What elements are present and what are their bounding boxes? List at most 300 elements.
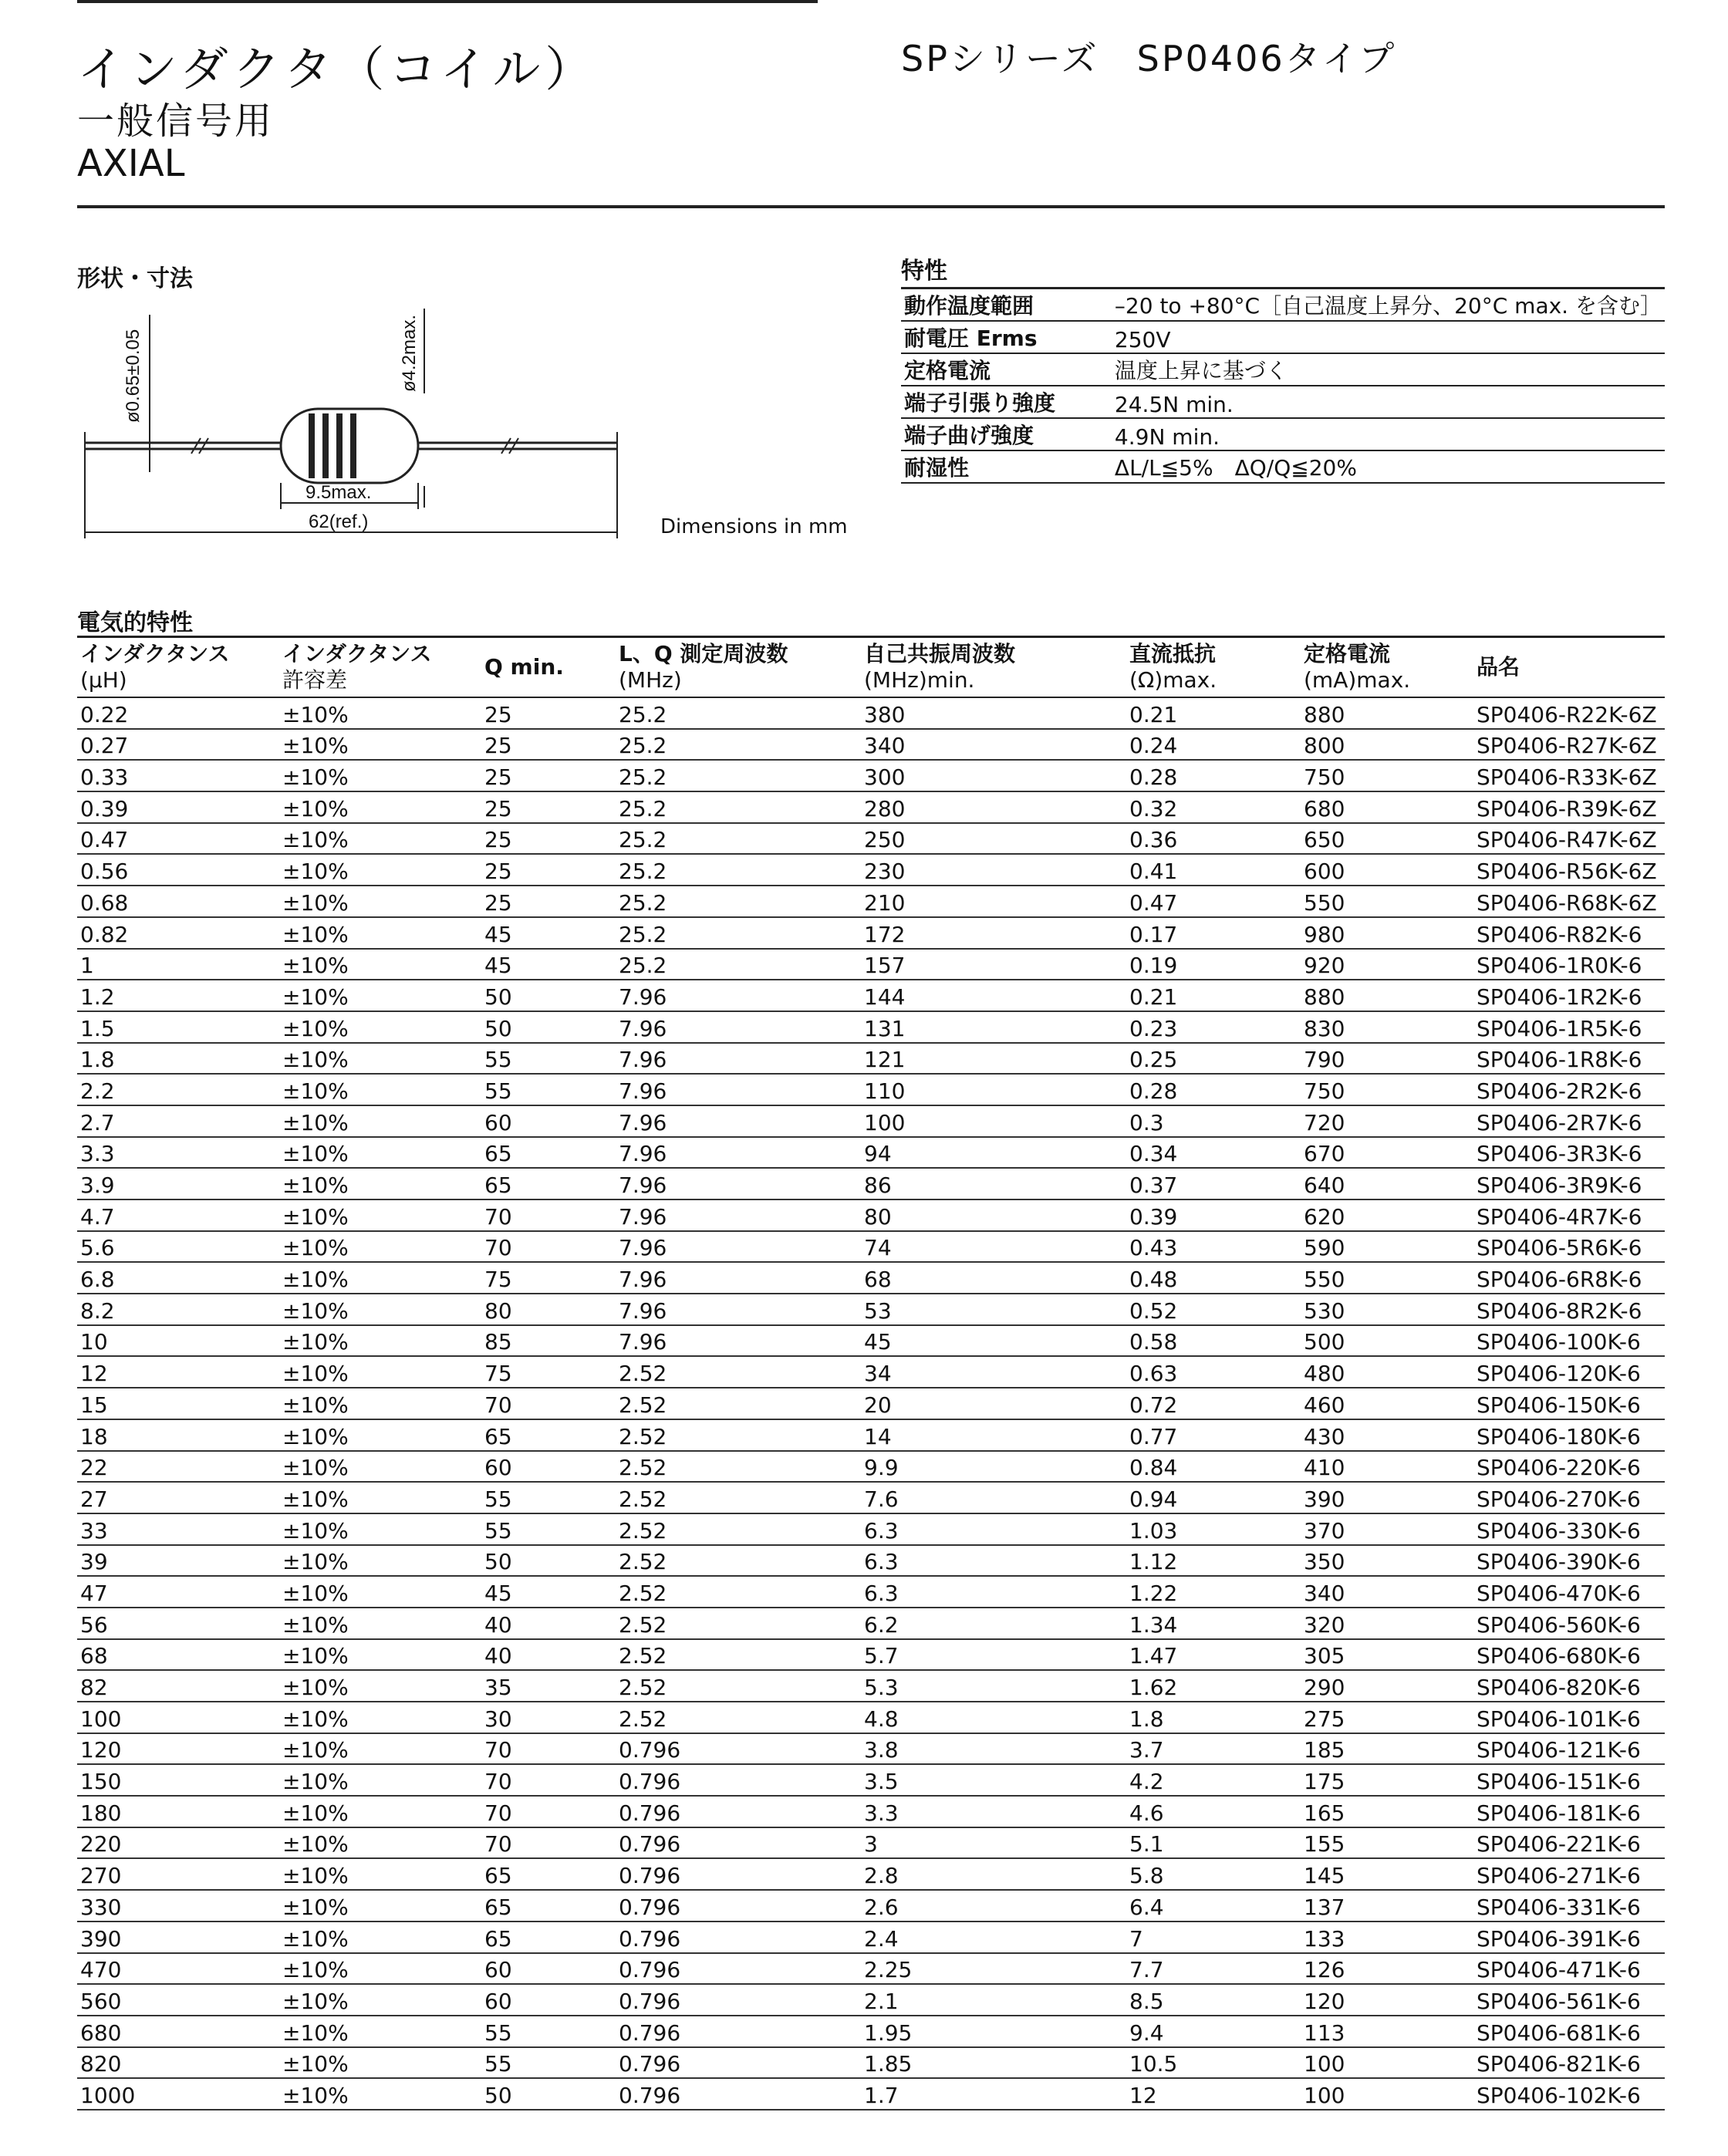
column-header-label: インダクタンス bbox=[80, 641, 230, 666]
column-header-label: インダクタンス bbox=[282, 641, 432, 666]
table-cell: ±10% bbox=[279, 729, 481, 761]
table-cell: 0.84 bbox=[1126, 1451, 1301, 1483]
table-row bbox=[77, 1043, 1665, 1075]
table-cell: 25 bbox=[481, 854, 616, 886]
table-cell: 65 bbox=[481, 1168, 616, 1199]
table-cell: 0.796 bbox=[616, 1764, 861, 1796]
table-cell: SP0406-2R7K-6 bbox=[1473, 1105, 1665, 1137]
table-cell: 0.43 bbox=[1126, 1231, 1301, 1263]
table-cell: ±10% bbox=[279, 1984, 481, 2016]
table-cell: 25.2 bbox=[616, 791, 861, 823]
table-cell: 25 bbox=[481, 760, 616, 791]
table-row bbox=[77, 1639, 1665, 1671]
table-cell: 25 bbox=[481, 729, 616, 761]
column-header-label: Q min. bbox=[484, 654, 564, 680]
table-cell: 470 bbox=[77, 1953, 279, 1985]
table-cell: SP0406-R56K-6Z bbox=[1473, 854, 1665, 886]
table-row bbox=[77, 1451, 1665, 1483]
table-cell: 0.94 bbox=[1126, 1482, 1301, 1513]
table-cell: ±10% bbox=[279, 949, 481, 980]
table-cell: 6.3 bbox=[861, 1513, 1126, 1545]
table-cell: SP0406-680K-6 bbox=[1473, 1639, 1665, 1671]
table-cell: 620 bbox=[1301, 1199, 1473, 1231]
table-cell: 0.796 bbox=[616, 1890, 861, 1922]
table-cell: ±10% bbox=[279, 1043, 481, 1075]
table-cell: 680 bbox=[77, 2016, 279, 2047]
table-cell: 820 bbox=[77, 2047, 279, 2079]
table-cell: 0.19 bbox=[1126, 949, 1301, 980]
table-cell: SP0406-6R8K-6 bbox=[1473, 1262, 1665, 1294]
table-cell: 750 bbox=[1301, 1074, 1473, 1105]
table-cell: 126 bbox=[1301, 1953, 1473, 1985]
column-header bbox=[279, 637, 481, 698]
table-cell: SP0406-R68K-6Z bbox=[1473, 886, 1665, 917]
table-cell: 7.96 bbox=[616, 1105, 861, 1137]
column-header bbox=[616, 637, 861, 698]
table-cell: 1 bbox=[77, 949, 279, 980]
table-cell: 70 bbox=[481, 1199, 616, 1231]
table-cell: 121 bbox=[861, 1043, 1126, 1075]
table-cell: 45 bbox=[481, 1576, 616, 1608]
table-cell: 60 bbox=[481, 1984, 616, 2016]
table-cell: 2.52 bbox=[616, 1545, 861, 1577]
table-cell: 0.28 bbox=[1126, 1074, 1301, 1105]
table-row bbox=[77, 1702, 1665, 1733]
table-cell: 65 bbox=[481, 1137, 616, 1169]
characteristic-value: 温度上昇に基づく bbox=[1112, 353, 1665, 386]
table-cell: 0.32 bbox=[1126, 791, 1301, 823]
table-cell: 3.3 bbox=[861, 1796, 1126, 1827]
table-cell: 2.52 bbox=[616, 1513, 861, 1545]
table-cell: 0.82 bbox=[77, 917, 279, 949]
table-cell: 0.796 bbox=[616, 1733, 861, 1765]
table-cell: 10.5 bbox=[1126, 2047, 1301, 2079]
characteristic-label: 定格電流 bbox=[901, 353, 1112, 386]
table-cell: SP0406-150K-6 bbox=[1473, 1388, 1665, 1419]
table-cell: 82 bbox=[77, 1670, 279, 1702]
table-cell: 25.2 bbox=[616, 697, 861, 729]
table-cell: 530 bbox=[1301, 1294, 1473, 1325]
table-cell: 8.2 bbox=[77, 1294, 279, 1325]
characteristic-label: 端子曲げ強度 bbox=[901, 418, 1112, 450]
table-row bbox=[77, 1199, 1665, 1231]
table-cell: 185 bbox=[1301, 1733, 1473, 1765]
characteristic-label: 動作温度範囲 bbox=[901, 288, 1112, 322]
table-cell: 4.7 bbox=[77, 1199, 279, 1231]
table-cell: 20 bbox=[861, 1388, 1126, 1419]
table-cell: 0.47 bbox=[1126, 886, 1301, 917]
page-title: インダクタ（コイル） bbox=[77, 41, 598, 97]
table-cell: 0.37 bbox=[1126, 1168, 1301, 1199]
table-cell: 110 bbox=[861, 1074, 1126, 1105]
table-cell: 165 bbox=[1301, 1796, 1473, 1827]
table-cell: 4.2 bbox=[1126, 1764, 1301, 1796]
table-cell: 0.25 bbox=[1126, 1043, 1301, 1075]
table-row bbox=[77, 1294, 1665, 1325]
table-cell: 590 bbox=[1301, 1231, 1473, 1263]
table-cell: SP0406-331K-6 bbox=[1473, 1890, 1665, 1922]
table-cell: 5.6 bbox=[77, 1231, 279, 1263]
table-cell: 68 bbox=[861, 1262, 1126, 1294]
table-cell: SP0406-R33K-6Z bbox=[1473, 760, 1665, 791]
total-length-label: 62(ref.) bbox=[309, 511, 369, 532]
table-cell: 180 bbox=[77, 1796, 279, 1827]
table-cell: SP0406-R82K-6 bbox=[1473, 917, 1665, 949]
table-cell: 55 bbox=[481, 2047, 616, 2079]
table-row bbox=[77, 1858, 1665, 1890]
table-cell: 0.41 bbox=[1126, 854, 1301, 886]
table-cell: SP0406-8R2K-6 bbox=[1473, 1294, 1665, 1325]
table-cell: ±10% bbox=[279, 1011, 481, 1043]
table-cell: 0.796 bbox=[616, 1953, 861, 1985]
table-cell: 0.33 bbox=[77, 760, 279, 791]
table-cell: SP0406-820K-6 bbox=[1473, 1670, 1665, 1702]
table-cell: SP0406-R47K-6Z bbox=[1473, 823, 1665, 855]
table-cell: ±10% bbox=[279, 1608, 481, 1639]
table-cell: 100 bbox=[1301, 2078, 1473, 2110]
series-title: SPシリーズ SP0406タイプ bbox=[901, 38, 1397, 79]
column-header-label: 品名 bbox=[1477, 654, 1520, 680]
table-cell: 0.796 bbox=[616, 2016, 861, 2047]
table-row bbox=[77, 760, 1665, 791]
table-cell: 7.96 bbox=[616, 1074, 861, 1105]
table-cell: ±10% bbox=[279, 1262, 481, 1294]
table-cell: 113 bbox=[1301, 2016, 1473, 2047]
table-cell: 0.796 bbox=[616, 1796, 861, 1827]
table-cell: SP0406-4R7K-6 bbox=[1473, 1199, 1665, 1231]
body-length-label: 9.5max. bbox=[305, 482, 372, 503]
table-cell: 2.52 bbox=[616, 1451, 861, 1483]
column-header-unit: (mA)max. bbox=[1304, 667, 1411, 693]
table-cell: 670 bbox=[1301, 1137, 1473, 1169]
table-cell: 100 bbox=[77, 1702, 279, 1733]
table-cell: 25.2 bbox=[616, 823, 861, 855]
table-cell: 2.1 bbox=[861, 1984, 1126, 2016]
table-cell: SP0406-330K-6 bbox=[1473, 1513, 1665, 1545]
table-cell: SP0406-221K-6 bbox=[1473, 1827, 1665, 1859]
table-cell: 60 bbox=[481, 1953, 616, 1985]
table-cell: ±10% bbox=[279, 1388, 481, 1419]
table-cell: 120 bbox=[77, 1733, 279, 1765]
table-cell: 175 bbox=[1301, 1764, 1473, 1796]
table-cell: SP0406-220K-6 bbox=[1473, 1451, 1665, 1483]
table-row bbox=[77, 1137, 1665, 1169]
table-cell: 35 bbox=[481, 1670, 616, 1702]
table-cell: 80 bbox=[861, 1199, 1126, 1231]
table-cell: ±10% bbox=[279, 886, 481, 917]
characteristic-row bbox=[901, 321, 1665, 353]
table-cell: 5.7 bbox=[861, 1639, 1126, 1671]
table-cell: 1.8 bbox=[77, 1043, 279, 1075]
table-cell: 2.8 bbox=[861, 1858, 1126, 1890]
table-cell: 1.7 bbox=[861, 2078, 1126, 2110]
column-header-unit: (MHz)min. bbox=[864, 667, 975, 693]
table-cell: 131 bbox=[861, 1011, 1126, 1043]
column-header-label: 自己共振周波数 bbox=[864, 641, 1016, 666]
characteristic-row bbox=[901, 418, 1665, 450]
table-cell: 1.12 bbox=[1126, 1545, 1301, 1577]
table-cell: 270 bbox=[77, 1858, 279, 1890]
table-cell: 0.68 bbox=[77, 886, 279, 917]
table-cell: ±10% bbox=[279, 1074, 481, 1105]
table-cell: 6.8 bbox=[77, 1262, 279, 1294]
table-cell: 410 bbox=[1301, 1451, 1473, 1483]
table-cell: 25.2 bbox=[616, 886, 861, 917]
table-cell: 7.96 bbox=[616, 1231, 861, 1263]
table-cell: 144 bbox=[861, 980, 1126, 1011]
table-cell: ±10% bbox=[279, 1482, 481, 1513]
table-cell: 3.8 bbox=[861, 1733, 1126, 1765]
table-cell: 7 bbox=[1126, 1922, 1301, 1953]
table-cell: ±10% bbox=[279, 2047, 481, 2079]
table-cell: SP0406-120K-6 bbox=[1473, 1356, 1665, 1388]
table-cell: 980 bbox=[1301, 917, 1473, 949]
characteristic-row bbox=[901, 353, 1665, 386]
table-cell: 3.5 bbox=[861, 1764, 1126, 1796]
column-header bbox=[861, 637, 1126, 698]
table-cell: 74 bbox=[861, 1231, 1126, 1263]
dimension-drawing bbox=[77, 301, 633, 548]
table-cell: 25 bbox=[481, 823, 616, 855]
table-cell: 55 bbox=[481, 1482, 616, 1513]
table-cell: 47 bbox=[77, 1576, 279, 1608]
table-cell: 0.796 bbox=[616, 1858, 861, 1890]
table-row bbox=[77, 729, 1665, 761]
table-cell: 1.5 bbox=[77, 1011, 279, 1043]
table-cell: 27 bbox=[77, 1482, 279, 1513]
characteristic-value: 4.9N min. bbox=[1112, 418, 1665, 450]
table-cell: 56 bbox=[77, 1608, 279, 1639]
table-cell: 640 bbox=[1301, 1168, 1473, 1199]
table-cell: SP0406-1R8K-6 bbox=[1473, 1043, 1665, 1075]
table-cell: ±10% bbox=[279, 1105, 481, 1137]
table-cell: ±10% bbox=[279, 760, 481, 791]
electrical-table bbox=[77, 636, 1665, 2110]
table-cell: ±10% bbox=[279, 1419, 481, 1451]
table-cell: SP0406-121K-6 bbox=[1473, 1733, 1665, 1765]
table-cell: 0.36 bbox=[1126, 823, 1301, 855]
table-row bbox=[77, 1796, 1665, 1827]
table-cell: 1.22 bbox=[1126, 1576, 1301, 1608]
table-cell: 3.7 bbox=[1126, 1733, 1301, 1765]
table-cell: 390 bbox=[77, 1922, 279, 1953]
table-row bbox=[77, 1922, 1665, 1953]
table-cell: 25.2 bbox=[616, 729, 861, 761]
table-cell: 560 bbox=[77, 1984, 279, 2016]
column-header-unit: 許容差 bbox=[282, 667, 348, 693]
table-cell: ±10% bbox=[279, 1858, 481, 1890]
table-cell: ±10% bbox=[279, 1168, 481, 1199]
header-rule bbox=[77, 205, 1665, 208]
table-cell: 7.96 bbox=[616, 1011, 861, 1043]
table-cell: 15 bbox=[77, 1388, 279, 1419]
table-row bbox=[77, 1262, 1665, 1294]
table-row bbox=[77, 1984, 1665, 2016]
table-row bbox=[77, 1670, 1665, 1702]
table-cell: ±10% bbox=[279, 1764, 481, 1796]
table-cell: 0.796 bbox=[616, 2078, 861, 2110]
table-cell: 2.7 bbox=[77, 1105, 279, 1137]
table-cell: 880 bbox=[1301, 697, 1473, 729]
table-cell: 500 bbox=[1301, 1325, 1473, 1357]
table-cell: 920 bbox=[1301, 949, 1473, 980]
table-cell: SP0406-R27K-6Z bbox=[1473, 729, 1665, 761]
table-cell: 25.2 bbox=[616, 760, 861, 791]
table-cell: 0.796 bbox=[616, 1922, 861, 1953]
table-cell: 340 bbox=[861, 729, 1126, 761]
table-cell: ±10% bbox=[279, 1639, 481, 1671]
table-cell: 0.24 bbox=[1126, 729, 1301, 761]
table-cell: ±10% bbox=[279, 1576, 481, 1608]
table-cell: 460 bbox=[1301, 1388, 1473, 1419]
table-cell: 3.9 bbox=[77, 1168, 279, 1199]
table-cell: SP0406-1R0K-6 bbox=[1473, 949, 1665, 980]
table-cell: 1.2 bbox=[77, 980, 279, 1011]
table-cell: SP0406-471K-6 bbox=[1473, 1953, 1665, 1985]
table-cell: 45 bbox=[481, 917, 616, 949]
table-cell: 390 bbox=[1301, 1482, 1473, 1513]
table-cell: 320 bbox=[1301, 1608, 1473, 1639]
characteristic-row bbox=[901, 386, 1665, 418]
table-cell: ±10% bbox=[279, 1890, 481, 1922]
table-cell: 75 bbox=[481, 1356, 616, 1388]
table-cell: 137 bbox=[1301, 1890, 1473, 1922]
table-cell: 150 bbox=[77, 1764, 279, 1796]
table-cell: 70 bbox=[481, 1796, 616, 1827]
table-row bbox=[77, 791, 1665, 823]
table-cell: SP0406-391K-6 bbox=[1473, 1922, 1665, 1953]
table-cell: 370 bbox=[1301, 1513, 1473, 1545]
table-cell: 25.2 bbox=[616, 949, 861, 980]
table-cell: 75 bbox=[481, 1262, 616, 1294]
table-cell: 145 bbox=[1301, 1858, 1473, 1890]
column-header-unit: (μH) bbox=[80, 667, 127, 693]
table-row bbox=[77, 1513, 1665, 1545]
table-cell: 550 bbox=[1301, 1262, 1473, 1294]
table-row bbox=[77, 917, 1665, 949]
table-row bbox=[77, 1105, 1665, 1137]
table-cell: 7.96 bbox=[616, 1137, 861, 1169]
table-cell: 6.2 bbox=[861, 1608, 1126, 1639]
table-row bbox=[77, 1168, 1665, 1199]
table-cell: SP0406-1R2K-6 bbox=[1473, 980, 1665, 1011]
table-cell: 880 bbox=[1301, 980, 1473, 1011]
table-cell: 14 bbox=[861, 1419, 1126, 1451]
table-cell: 94 bbox=[861, 1137, 1126, 1169]
table-cell: 12 bbox=[1126, 2078, 1301, 2110]
table-cell: 7.96 bbox=[616, 980, 861, 1011]
table-cell: 39 bbox=[77, 1545, 279, 1577]
subtitle-type: AXIAL bbox=[77, 142, 185, 185]
table-cell: 2.52 bbox=[616, 1576, 861, 1608]
table-cell: 155 bbox=[1301, 1827, 1473, 1859]
table-cell: ±10% bbox=[279, 1796, 481, 1827]
table-cell: SP0406-270K-6 bbox=[1473, 1482, 1665, 1513]
table-cell: 6.3 bbox=[861, 1576, 1126, 1608]
table-row bbox=[77, 2078, 1665, 2110]
table-cell: 7.96 bbox=[616, 1168, 861, 1199]
table-cell: SP0406-470K-6 bbox=[1473, 1576, 1665, 1608]
column-header-unit: (MHz) bbox=[619, 667, 682, 693]
column-header-label: 直流抵抗 bbox=[1129, 641, 1217, 666]
table-cell: 7.96 bbox=[616, 1043, 861, 1075]
table-cell: 80 bbox=[481, 1294, 616, 1325]
table-cell: 2.52 bbox=[616, 1639, 861, 1671]
table-cell: 7.6 bbox=[861, 1482, 1126, 1513]
table-cell: 50 bbox=[481, 2078, 616, 2110]
table-row bbox=[77, 1325, 1665, 1357]
table-cell: 0.3 bbox=[1126, 1105, 1301, 1137]
table-cell: 33 bbox=[77, 1513, 279, 1545]
table-cell: 0.21 bbox=[1126, 980, 1301, 1011]
table-cell: 480 bbox=[1301, 1356, 1473, 1388]
table-row bbox=[77, 1074, 1665, 1105]
table-cell: 40 bbox=[481, 1639, 616, 1671]
table-row bbox=[77, 854, 1665, 886]
table-row bbox=[77, 1890, 1665, 1922]
table-cell: 65 bbox=[481, 1922, 616, 1953]
table-cell: 0.56 bbox=[77, 854, 279, 886]
table-cell: 9.4 bbox=[1126, 2016, 1301, 2047]
table-cell: ±10% bbox=[279, 2078, 481, 2110]
table-cell: ±10% bbox=[279, 1451, 481, 1483]
table-cell: 7.96 bbox=[616, 1325, 861, 1357]
table-cell: 65 bbox=[481, 1858, 616, 1890]
table-row bbox=[77, 1733, 1665, 1765]
lead-diameter-label: ø0.65±0.05 bbox=[123, 329, 143, 423]
table-cell: 2.52 bbox=[616, 1702, 861, 1733]
table-cell: 0.47 bbox=[77, 823, 279, 855]
table-cell: SP0406-3R3K-6 bbox=[1473, 1137, 1665, 1169]
table-cell: 250 bbox=[861, 823, 1126, 855]
table-cell: 430 bbox=[1301, 1419, 1473, 1451]
table-cell: 340 bbox=[1301, 1576, 1473, 1608]
table-cell: SP0406-1R5K-6 bbox=[1473, 1011, 1665, 1043]
table-cell: 50 bbox=[481, 980, 616, 1011]
table-cell: 0.23 bbox=[1126, 1011, 1301, 1043]
table-cell: SP0406-390K-6 bbox=[1473, 1545, 1665, 1577]
table-cell: ±10% bbox=[279, 1670, 481, 1702]
table-row bbox=[77, 1953, 1665, 1985]
table-cell: 1.85 bbox=[861, 2047, 1126, 2079]
table-cell: 0.58 bbox=[1126, 1325, 1301, 1357]
table-row bbox=[77, 1545, 1665, 1577]
table-cell: 50 bbox=[481, 1011, 616, 1043]
body-diameter-label: ø4.2max. bbox=[399, 314, 420, 392]
table-row bbox=[77, 1482, 1665, 1513]
dimensions-note: Dimensions in mm bbox=[660, 515, 848, 538]
table-cell: 70 bbox=[481, 1231, 616, 1263]
table-cell: 45 bbox=[481, 949, 616, 980]
table-cell: ±10% bbox=[279, 2016, 481, 2047]
table-cell: 7.96 bbox=[616, 1262, 861, 1294]
table-cell: 2.52 bbox=[616, 1356, 861, 1388]
table-cell: 0.63 bbox=[1126, 1356, 1301, 1388]
table-cell: 100 bbox=[861, 1105, 1126, 1137]
table-cell: 280 bbox=[861, 791, 1126, 823]
table-cell: 65 bbox=[481, 1419, 616, 1451]
shape-section-title: 形状・寸法 bbox=[77, 265, 193, 292]
table-cell: ±10% bbox=[279, 1199, 481, 1231]
table-cell: 4.8 bbox=[861, 1702, 1126, 1733]
table-cell: 0.52 bbox=[1126, 1294, 1301, 1325]
table-cell: 12 bbox=[77, 1356, 279, 1388]
table-cell: 55 bbox=[481, 1513, 616, 1545]
table-cell: 330 bbox=[77, 1890, 279, 1922]
characteristic-value: 250V bbox=[1112, 321, 1665, 353]
table-cell: 70 bbox=[481, 1388, 616, 1419]
table-cell: ±10% bbox=[279, 1294, 481, 1325]
